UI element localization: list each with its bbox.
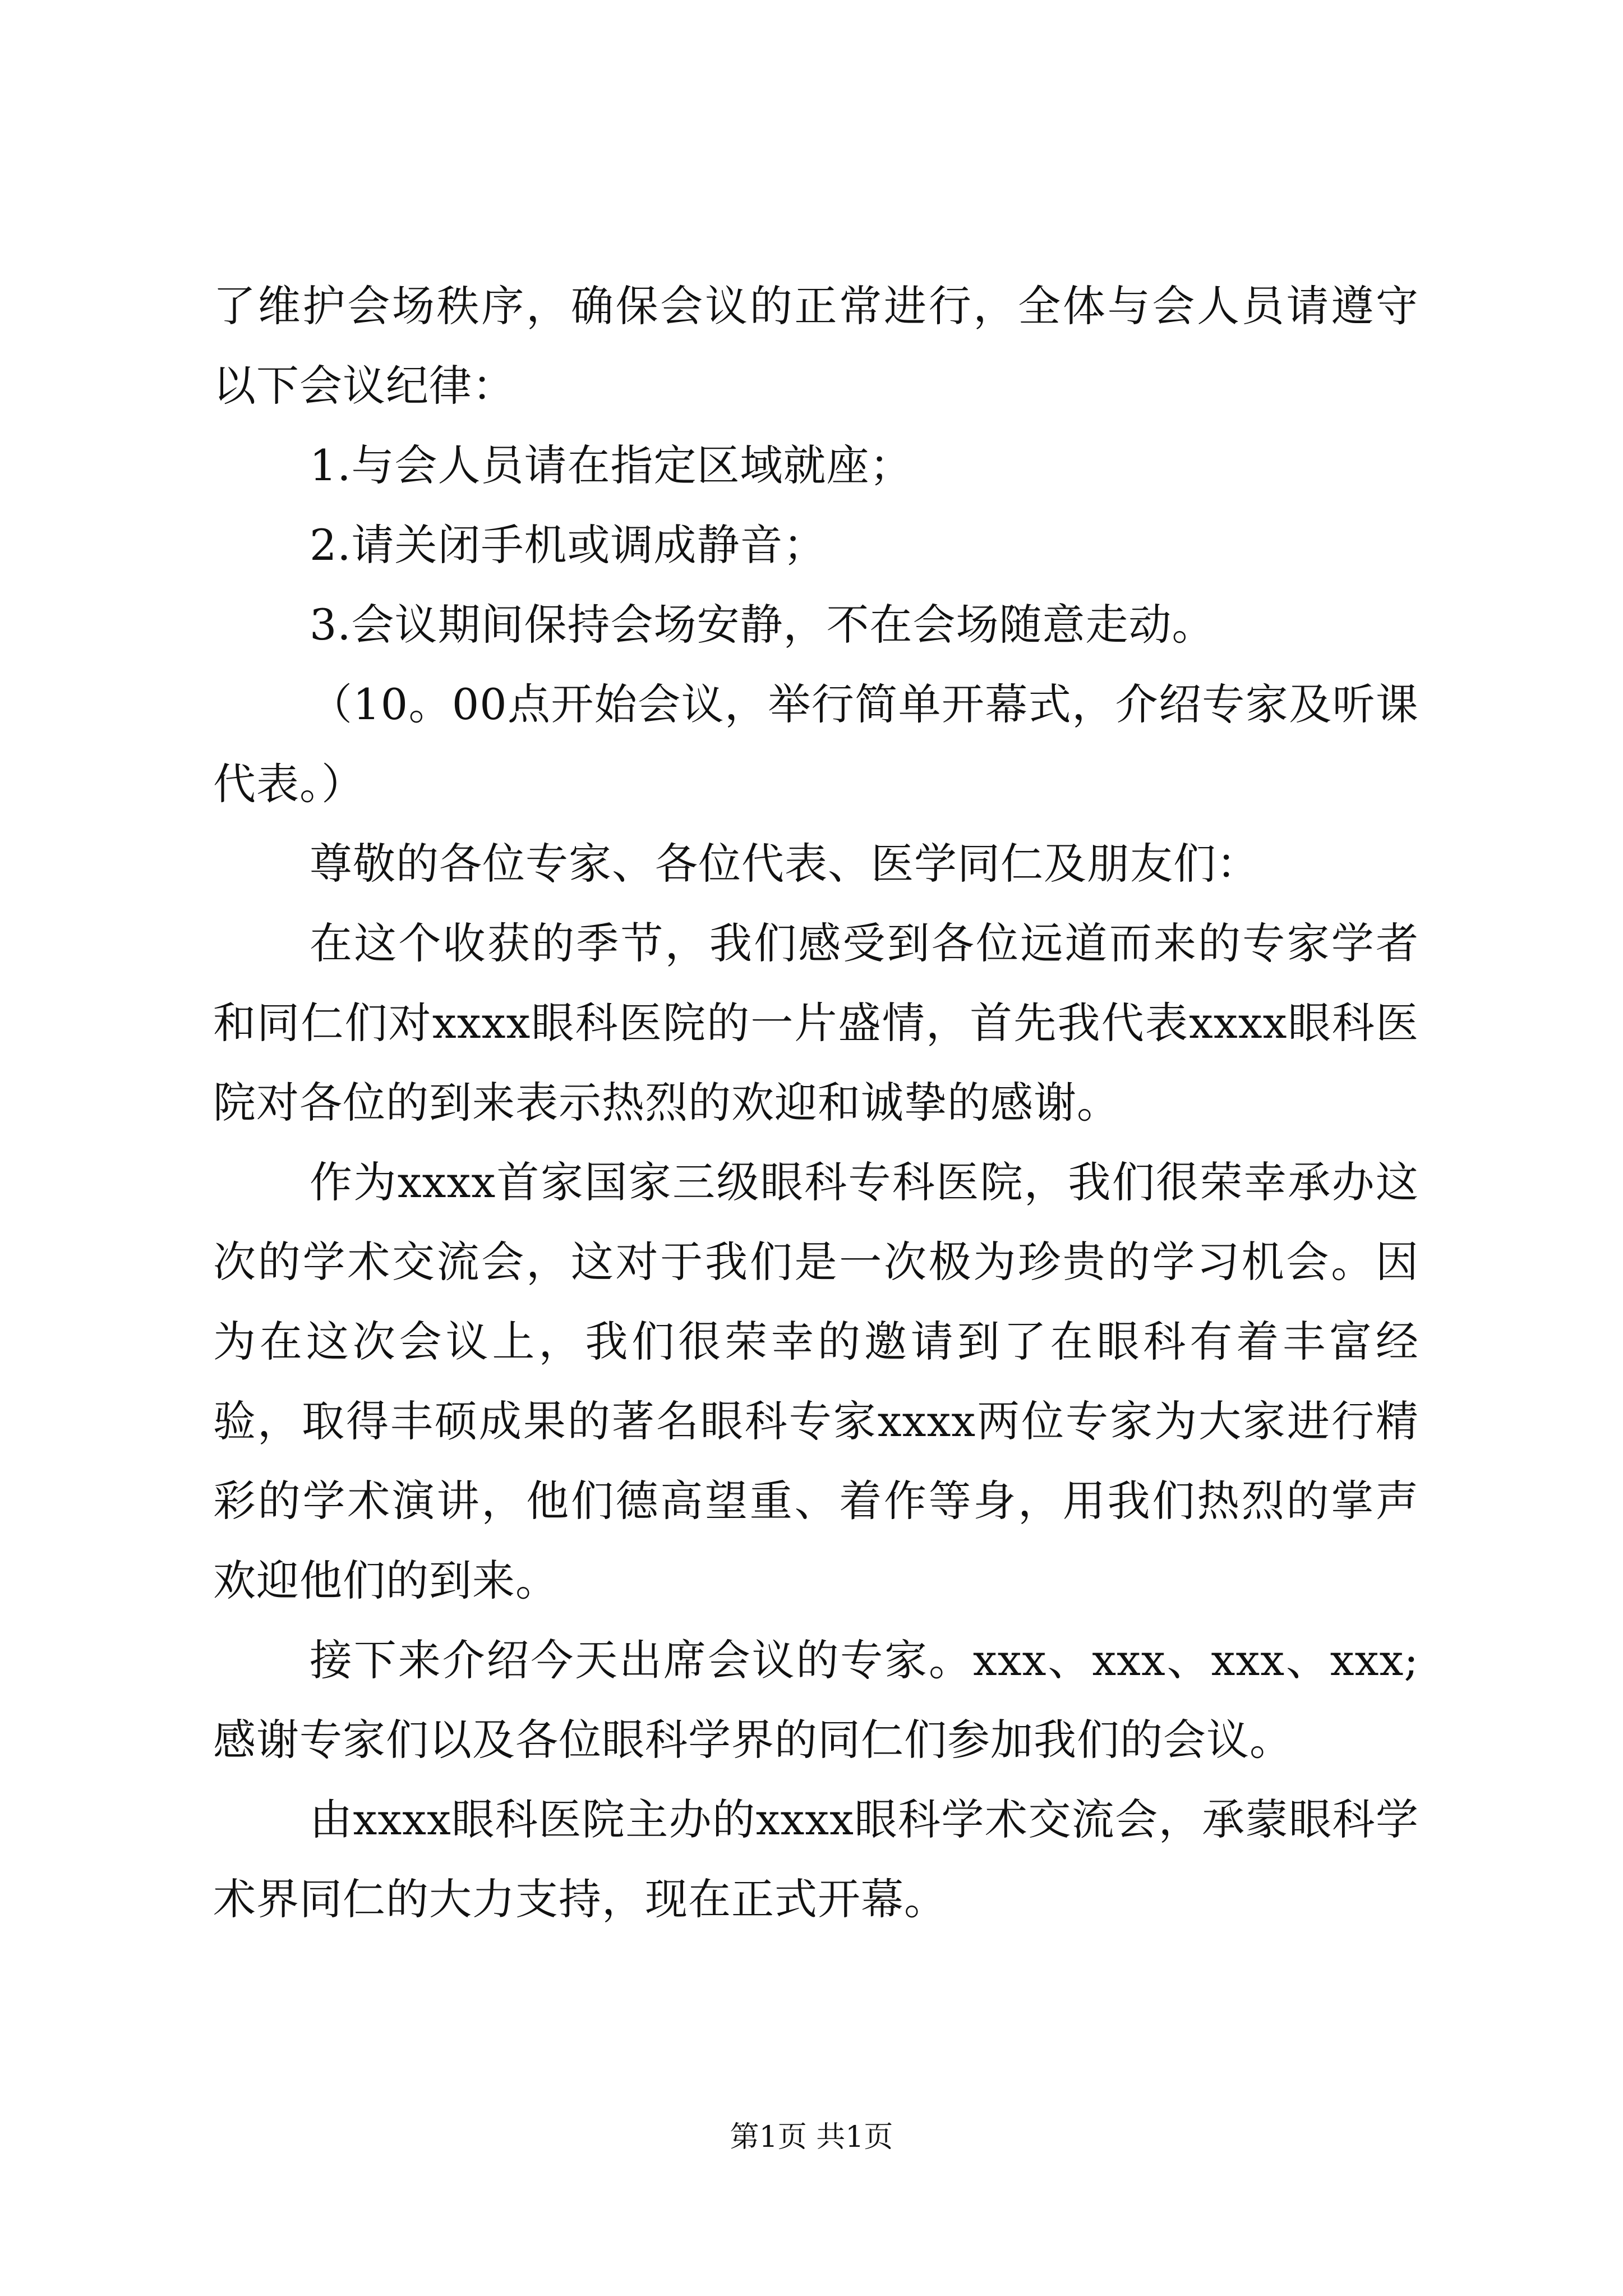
paragraph-opening-note: （10。00点开始会议，举行简单开幕式，介绍专家及听课代表。）: [213, 679, 1419, 809]
list-item-seating: 1.与会人员请在指定区域就座；: [310, 440, 913, 490]
paragraph-expert-introduction: 接下来介绍今天出席会议的专家。xxx、xxx、xxx、xxx;感谢专家们以及各位眼科学界的同仁们参加我们的会议。: [213, 1635, 1419, 1765]
paragraph-host-introduction: 作为xxxx首家国家三级眼科专科医院，我们很荣幸承办这次的学术交流会，这对于我们是一次极为珍贵的学习机会。因为在这次会议上，我们很荣幸的邀请到了在眼科有着丰富经验，取得丰硕成果的著名眼科专家xxxx两位专家为大家进行精彩的学术演讲，他们德高望重、着作等身，用我们热烈的掌声欢迎他们的到来。: [213, 1157, 1419, 1605]
paragraph-salutation: 尊敬的各位专家、各位代表、医学同仁及朋友们：: [310, 839, 1260, 889]
list-item-quiet: 3.会议期间保持会场安静，不在会场随意走动。: [310, 600, 1215, 650]
paragraph-meeting-discipline-intro: 了维护会场秩序，确保会议的正常进行，全体与会人员请遵守以下会议纪律：: [213, 281, 1419, 411]
paragraph-welcome: 在这个收获的季节，我们感受到各位远道而来的专家学者和同仁们对xxxx眼科医院的一片盛情，首先我代表xxxx眼科医院对各位的到来表示热烈的欢迎和诚挚的感谢。: [213, 918, 1419, 1128]
document-body: [213, 266, 1419, 1939]
paragraph-opening-declaration: 由xxxx眼科医院主办的xxxx眼科学术交流会，承蒙眼科学术界同仁的大力支持，现在正式开幕。: [213, 1795, 1419, 1924]
list-item-phones: 2.请关闭手机或调成静音；: [310, 520, 827, 570]
page-footer: 第1页 共1页: [730, 2120, 893, 2154]
